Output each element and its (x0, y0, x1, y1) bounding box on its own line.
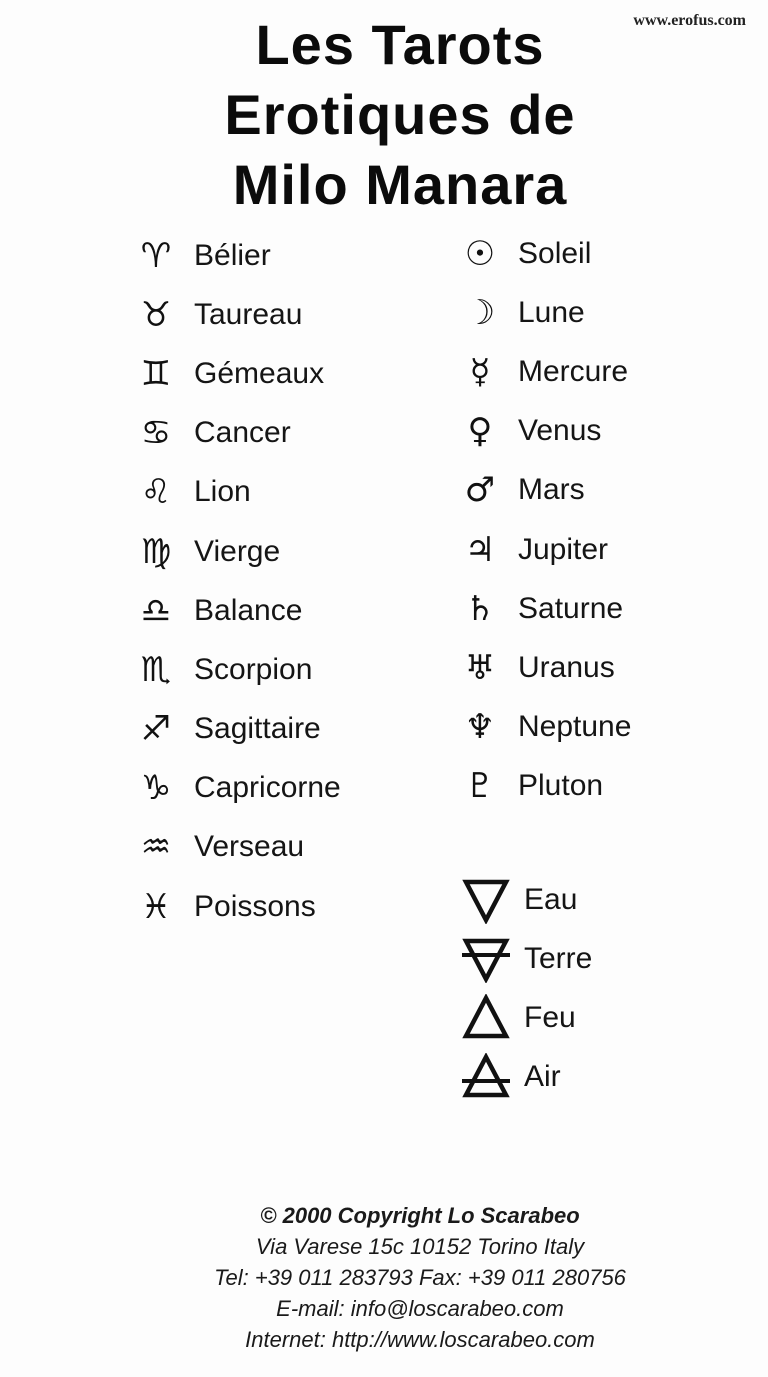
planet-list (452, 224, 631, 816)
phone-line: Tel: +39 011 283793 Fax: +39 011 280756 (214, 1265, 626, 1290)
list-item (128, 759, 341, 818)
list-item (452, 757, 631, 816)
watermark: www.erofus.com (633, 12, 746, 29)
list-item (128, 581, 341, 640)
list-item (458, 1047, 592, 1106)
taurus-icon: ♉︎ (140, 294, 172, 335)
address-line: Via Varese 15c 10152 Torino Italy (255, 1234, 585, 1259)
pluto-icon: ♇ (464, 766, 496, 807)
air-triangle-icon (458, 1053, 514, 1101)
title-line-2: Erotiques de (224, 83, 576, 146)
planet-label: Uranus (518, 650, 615, 684)
sign-label: Balance (194, 593, 303, 627)
publisher-info (120, 1200, 720, 1355)
list-item (452, 342, 631, 401)
element-label: Feu (524, 1000, 576, 1034)
list-item (452, 638, 631, 697)
sign-label: Vierge (194, 534, 281, 568)
list-item (128, 877, 341, 936)
list-item (128, 344, 341, 403)
list-item (458, 988, 592, 1047)
virgo-icon: ♍︎ (140, 531, 172, 572)
water-triangle-icon (458, 876, 514, 924)
planet-label: Venus (518, 414, 602, 448)
gemini-icon: ♊︎ (140, 353, 172, 394)
element-list (458, 870, 592, 1106)
list-item (128, 640, 341, 699)
jupiter-icon: ♃ (464, 529, 496, 570)
list-item (452, 461, 631, 520)
list-item (128, 226, 341, 285)
sign-label: Bélier (194, 238, 271, 272)
sign-label: Gémeaux (194, 356, 325, 390)
planet-label: Neptune (518, 710, 632, 744)
leo-icon: ♌︎ (140, 472, 172, 513)
title-line-3: Milo Manara (232, 153, 568, 216)
planet-label: Saturne (518, 591, 624, 625)
title-line-1: Les Tarots (255, 13, 545, 76)
sign-label: Lion (194, 475, 251, 509)
aquarius-icon: ♒︎ (140, 827, 172, 868)
element-label: Air (524, 1059, 561, 1093)
page-title (150, 10, 650, 220)
planet-label: Soleil (518, 236, 592, 270)
mars-icon: ♂ (464, 470, 496, 511)
zodiac-list (128, 226, 341, 936)
moon-icon: ☽ (464, 292, 496, 333)
element-label: Terre (524, 941, 593, 975)
uranus-icon: ♅ (464, 647, 496, 688)
planet-label: Pluton (518, 769, 604, 803)
venus-icon: ♀ (467, 411, 493, 452)
sign-label: Cancer (194, 416, 291, 450)
sign-label: Verseau (194, 830, 305, 864)
list-item (452, 224, 631, 283)
internet-line: Internet: http://www.loscarabeo.com (245, 1327, 595, 1352)
list-item (452, 402, 631, 461)
planet-label: Lune (518, 295, 585, 329)
scorpio-icon: ♏︎ (140, 649, 172, 690)
capricorn-icon: ♑︎ (140, 768, 172, 809)
sign-label: Taureau (194, 297, 303, 331)
list-item (128, 463, 341, 522)
planet-label: Jupiter (518, 532, 609, 566)
fire-triangle-icon (458, 994, 514, 1042)
list-item (128, 700, 341, 759)
list-item (452, 520, 631, 579)
list-item (452, 283, 631, 342)
libra-icon: ♎︎ (140, 590, 172, 631)
sign-label: Scorpion (194, 652, 313, 686)
list-item (458, 870, 592, 929)
sign-label: Poissons (194, 889, 316, 923)
list-item (452, 698, 631, 757)
list-item (452, 579, 631, 638)
pisces-icon: ♓︎ (140, 886, 172, 927)
planet-label: Mercure (518, 354, 629, 388)
sun-icon: ☉ (464, 233, 496, 274)
aries-icon: ♈︎ (140, 235, 172, 276)
mercury-icon: ☿ (469, 351, 491, 392)
sagittarius-icon: ♐︎ (140, 709, 172, 750)
list-item (458, 929, 592, 988)
cancer-icon: ♋︎ (140, 413, 172, 454)
list-item (128, 404, 341, 463)
sign-label: Sagittaire (194, 712, 321, 746)
planet-label: Mars (518, 473, 585, 507)
list-item (128, 818, 341, 877)
list-item (128, 285, 341, 344)
email-line: E-mail: info@loscarabeo.com (276, 1296, 564, 1321)
earth-triangle-icon (458, 935, 514, 983)
sign-label: Capricorne (194, 771, 341, 805)
list-item (128, 522, 341, 581)
neptune-icon: ♆ (464, 707, 496, 748)
saturn-icon: ♄ (464, 588, 496, 629)
copyright-line: © 2000 Copyright Lo Scarabeo (260, 1203, 580, 1228)
element-label: Eau (524, 882, 578, 916)
